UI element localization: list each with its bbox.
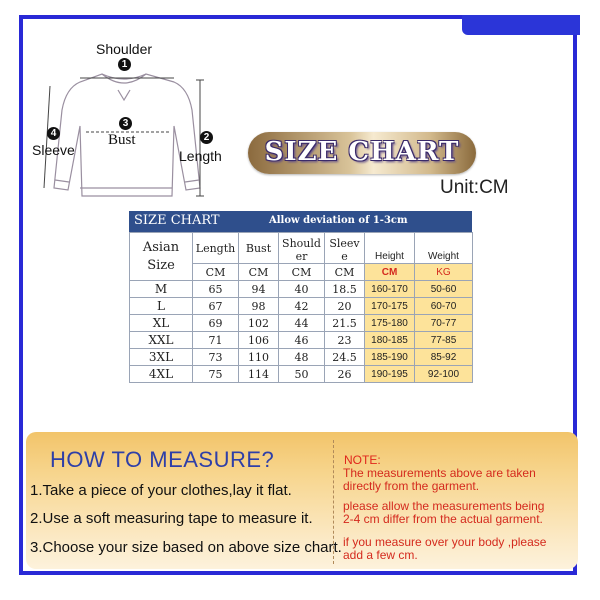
size-chart-banner xyxy=(248,132,476,174)
bust-cell: 114 xyxy=(239,366,279,383)
size-cell: 4XL xyxy=(130,366,193,383)
bust-cell: 110 xyxy=(239,349,279,366)
bust-cell: 98 xyxy=(239,298,279,315)
banner-title: SIZE CHART xyxy=(264,137,460,167)
weight-cell: 70-77 xyxy=(415,315,473,332)
sleeve-cell: 24.5 xyxy=(325,349,365,366)
bust-header: Bust xyxy=(239,233,279,264)
corner-tab xyxy=(462,15,580,35)
height-cell: 160-170 xyxy=(365,281,415,298)
marker-1-icon: 1 xyxy=(118,58,131,71)
marker-2-icon: 2 xyxy=(200,131,213,144)
sleeve-cell: 18.5 xyxy=(325,281,365,298)
shoulder-cell: 48 xyxy=(279,349,325,366)
asian-size-header xyxy=(130,233,193,281)
bust-label: Bust xyxy=(108,132,136,148)
unit-cell: CM xyxy=(365,264,415,281)
note-line: directly from the garment. xyxy=(343,479,480,493)
unit-label: Unit:CM xyxy=(440,177,509,198)
unit-cell: CM xyxy=(193,264,239,281)
height-cell: 190-195 xyxy=(365,366,415,383)
table-row xyxy=(130,281,473,298)
note-line: 2-4 cm differ from the actual garment. xyxy=(343,512,543,526)
length-cell: 71 xyxy=(193,332,239,349)
note-line: The measurements above are taken xyxy=(343,466,536,480)
shoulder-cell: 46 xyxy=(279,332,325,349)
note-line: if you measure over your body ,please xyxy=(343,535,547,549)
chart-title: SIZE CHART xyxy=(134,213,220,228)
deviation-note: Allow deviation of 1-3cm xyxy=(269,215,408,226)
size-label: Size xyxy=(147,257,175,273)
bust-cell: 102 xyxy=(239,315,279,332)
sleeve-label: Sleeve xyxy=(32,142,75,158)
how-to-measure-title: HOW TO MEASURE? xyxy=(50,447,275,472)
unit-cell: KG xyxy=(415,264,473,281)
table-row xyxy=(130,366,473,383)
table-row xyxy=(130,315,473,332)
sleeve-cell: 20 xyxy=(325,298,365,315)
height-cell: 180-185 xyxy=(365,332,415,349)
note-line: add a few cm. xyxy=(343,548,418,562)
height-header: Height xyxy=(365,233,415,264)
weight-header: Weight xyxy=(415,233,473,264)
measure-step: 2.Use a soft measuring tape to measure it. xyxy=(30,510,313,527)
length-label: Length xyxy=(179,148,222,164)
note-title: NOTE: xyxy=(344,453,381,467)
height-cell: 185-190 xyxy=(365,349,415,366)
unit-cell: CM xyxy=(279,264,325,281)
weight-cell: 60-70 xyxy=(415,298,473,315)
sleeve-cell: 21.5 xyxy=(325,315,365,332)
length-cell: 65 xyxy=(193,281,239,298)
length-cell: 75 xyxy=(193,366,239,383)
note-line: please allow the measurements being xyxy=(343,499,545,513)
size-cell: XXL xyxy=(130,332,193,349)
size-cell: L xyxy=(130,298,193,315)
table-row xyxy=(130,349,473,366)
bust-cell: 94 xyxy=(239,281,279,298)
shoulder-cell: 44 xyxy=(279,315,325,332)
weight-cell: 85-92 xyxy=(415,349,473,366)
shoulder-cell: 40 xyxy=(279,281,325,298)
size-chart-table xyxy=(129,211,472,387)
sleeve-header: Sleev e xyxy=(325,233,365,264)
shoulder-cell: 42 xyxy=(279,298,325,315)
size-cell: M xyxy=(130,281,193,298)
length-cell: 69 xyxy=(193,315,239,332)
chart-header-bar xyxy=(129,211,472,232)
height-cell: 175-180 xyxy=(365,315,415,332)
shoulder-header: Should er xyxy=(279,233,325,264)
shoulder-label: Shoulder xyxy=(96,41,153,57)
unit-cell: CM xyxy=(239,264,279,281)
marker-3-icon: 3 xyxy=(119,117,132,130)
size-table xyxy=(129,232,473,383)
sleeve-cell: 23 xyxy=(325,332,365,349)
shoulder-cell: 50 xyxy=(279,366,325,383)
length-header: Length xyxy=(193,233,239,264)
length-cell: 73 xyxy=(193,349,239,366)
size-cell: XL xyxy=(130,315,193,332)
size-cell: 3XL xyxy=(130,349,193,366)
header-row xyxy=(130,233,473,264)
measure-step: 1.Take a piece of your clothes,lay it flat. xyxy=(30,482,292,499)
asian-label: Asian xyxy=(142,239,180,255)
garment-diagram xyxy=(24,38,234,213)
table-row xyxy=(130,298,473,315)
marker-4-icon: 4 xyxy=(47,127,60,140)
table-row xyxy=(130,332,473,349)
weight-cell: 92-100 xyxy=(415,366,473,383)
length-cell: 67 xyxy=(193,298,239,315)
height-cell: 170-175 xyxy=(365,298,415,315)
weight-cell: 77-85 xyxy=(415,332,473,349)
unit-cell: CM xyxy=(325,264,365,281)
measure-step: 3.Choose your size based on above size chart. xyxy=(30,539,342,556)
sleeve-cell: 26 xyxy=(325,366,365,383)
bust-cell: 106 xyxy=(239,332,279,349)
weight-cell: 50-60 xyxy=(415,281,473,298)
